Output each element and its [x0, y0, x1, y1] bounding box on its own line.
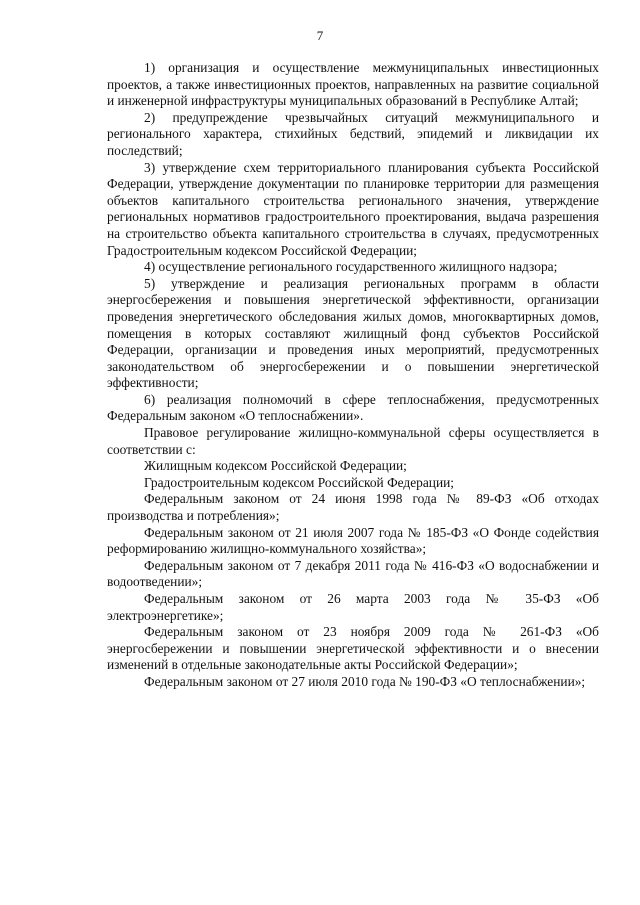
law-list-item: Градостроительным кодексом Российской Федерации; — [144, 474, 455, 490]
law-list-item: Федеральным законом от 23 ноября 2009 года № 261-ФЗ «Об энергосбережении и повышении энергетической эффективности и о внесении изменений в отдельные законодательные акты Российской Федерации»; — [107, 624, 599, 673]
law-list-item: Федеральным законом от 26 марта 2003 года № 35-ФЗ «Об электроэнергетике»; — [107, 591, 599, 623]
page-number: 7 — [316, 28, 324, 43]
paragraph-item-5: 5) утверждение и реализация региональных программ в области энергосбережения и повышения энергетической эффективности, организации проведения энергетического обследования жилых домов, многоквартирных домов, помещения в которых составляют жилищный фонд субъектов Российской Федерации, организации и проведения иных мероприятий, предусмотренных законодательством об энергосбережении и о повышении энергетической эффективности; — [107, 275, 599, 391]
paragraph-item-4: 4) осуществление регионального государственного жилищного надзора; — [144, 259, 558, 275]
document-body — [107, 60, 599, 691]
law-list-item: Жилищным кодексом Российской Федерации; — [144, 458, 407, 474]
law-list-item: Федеральным законом от 21 июля 2007 года № 185-ФЗ «О Фонде содействия реформированию жилищно-коммунального хозяйства»; — [107, 524, 599, 557]
law-list-item: Федеральным законом от 27 июля 2010 года № 190-ФЗ «О теплоснабжении»; — [144, 673, 586, 689]
legal-regulation-intro: Правовое регулирование жилищно-коммунальной сферы осуществляется в соответствии с: — [107, 425, 599, 457]
law-list-item: Федеральным законом от 7 декабря 2011 года № 416-ФЗ «О водоснабжении и водоотведении»; — [107, 557, 599, 590]
paragraph-item-6: 6) реализация полномочий в сфере теплоснабжения, предусмотренных Федеральным законом «О теплоснабжении». — [107, 391, 599, 424]
paragraph-item-2: 2) предупреждение чрезвычайных ситуаций межмуниципального и регионального характера, стихийных бедствий, эпидемий и ликвидации их последствий; — [107, 109, 599, 158]
paragraph-item-3: 3) утверждение схем территориального планирования субъекта Российской Федерации, утверждение документации по планировке территории для размещения объектов капитального строительства регионального значения, утверждение региональных нормативов градостроительного проектирования, выдача разрешения на строительство объекта капитального строительства в случаях, предусмотренных Градостроительным кодексом Российской Федерации; — [107, 159, 599, 258]
law-list-item: Федеральным законом от 24 июня 1998 года № 89-ФЗ «Об отходах производства и потребления»; — [107, 491, 599, 524]
paragraph-item-1: 1) организация и осуществление межмуниципальных инвестиционных проектов, а также инвестиционных проектов, направленных на развитие социальной и инженерной инфраструктуры муниципальных образований в Республике Алтай; — [107, 60, 599, 109]
